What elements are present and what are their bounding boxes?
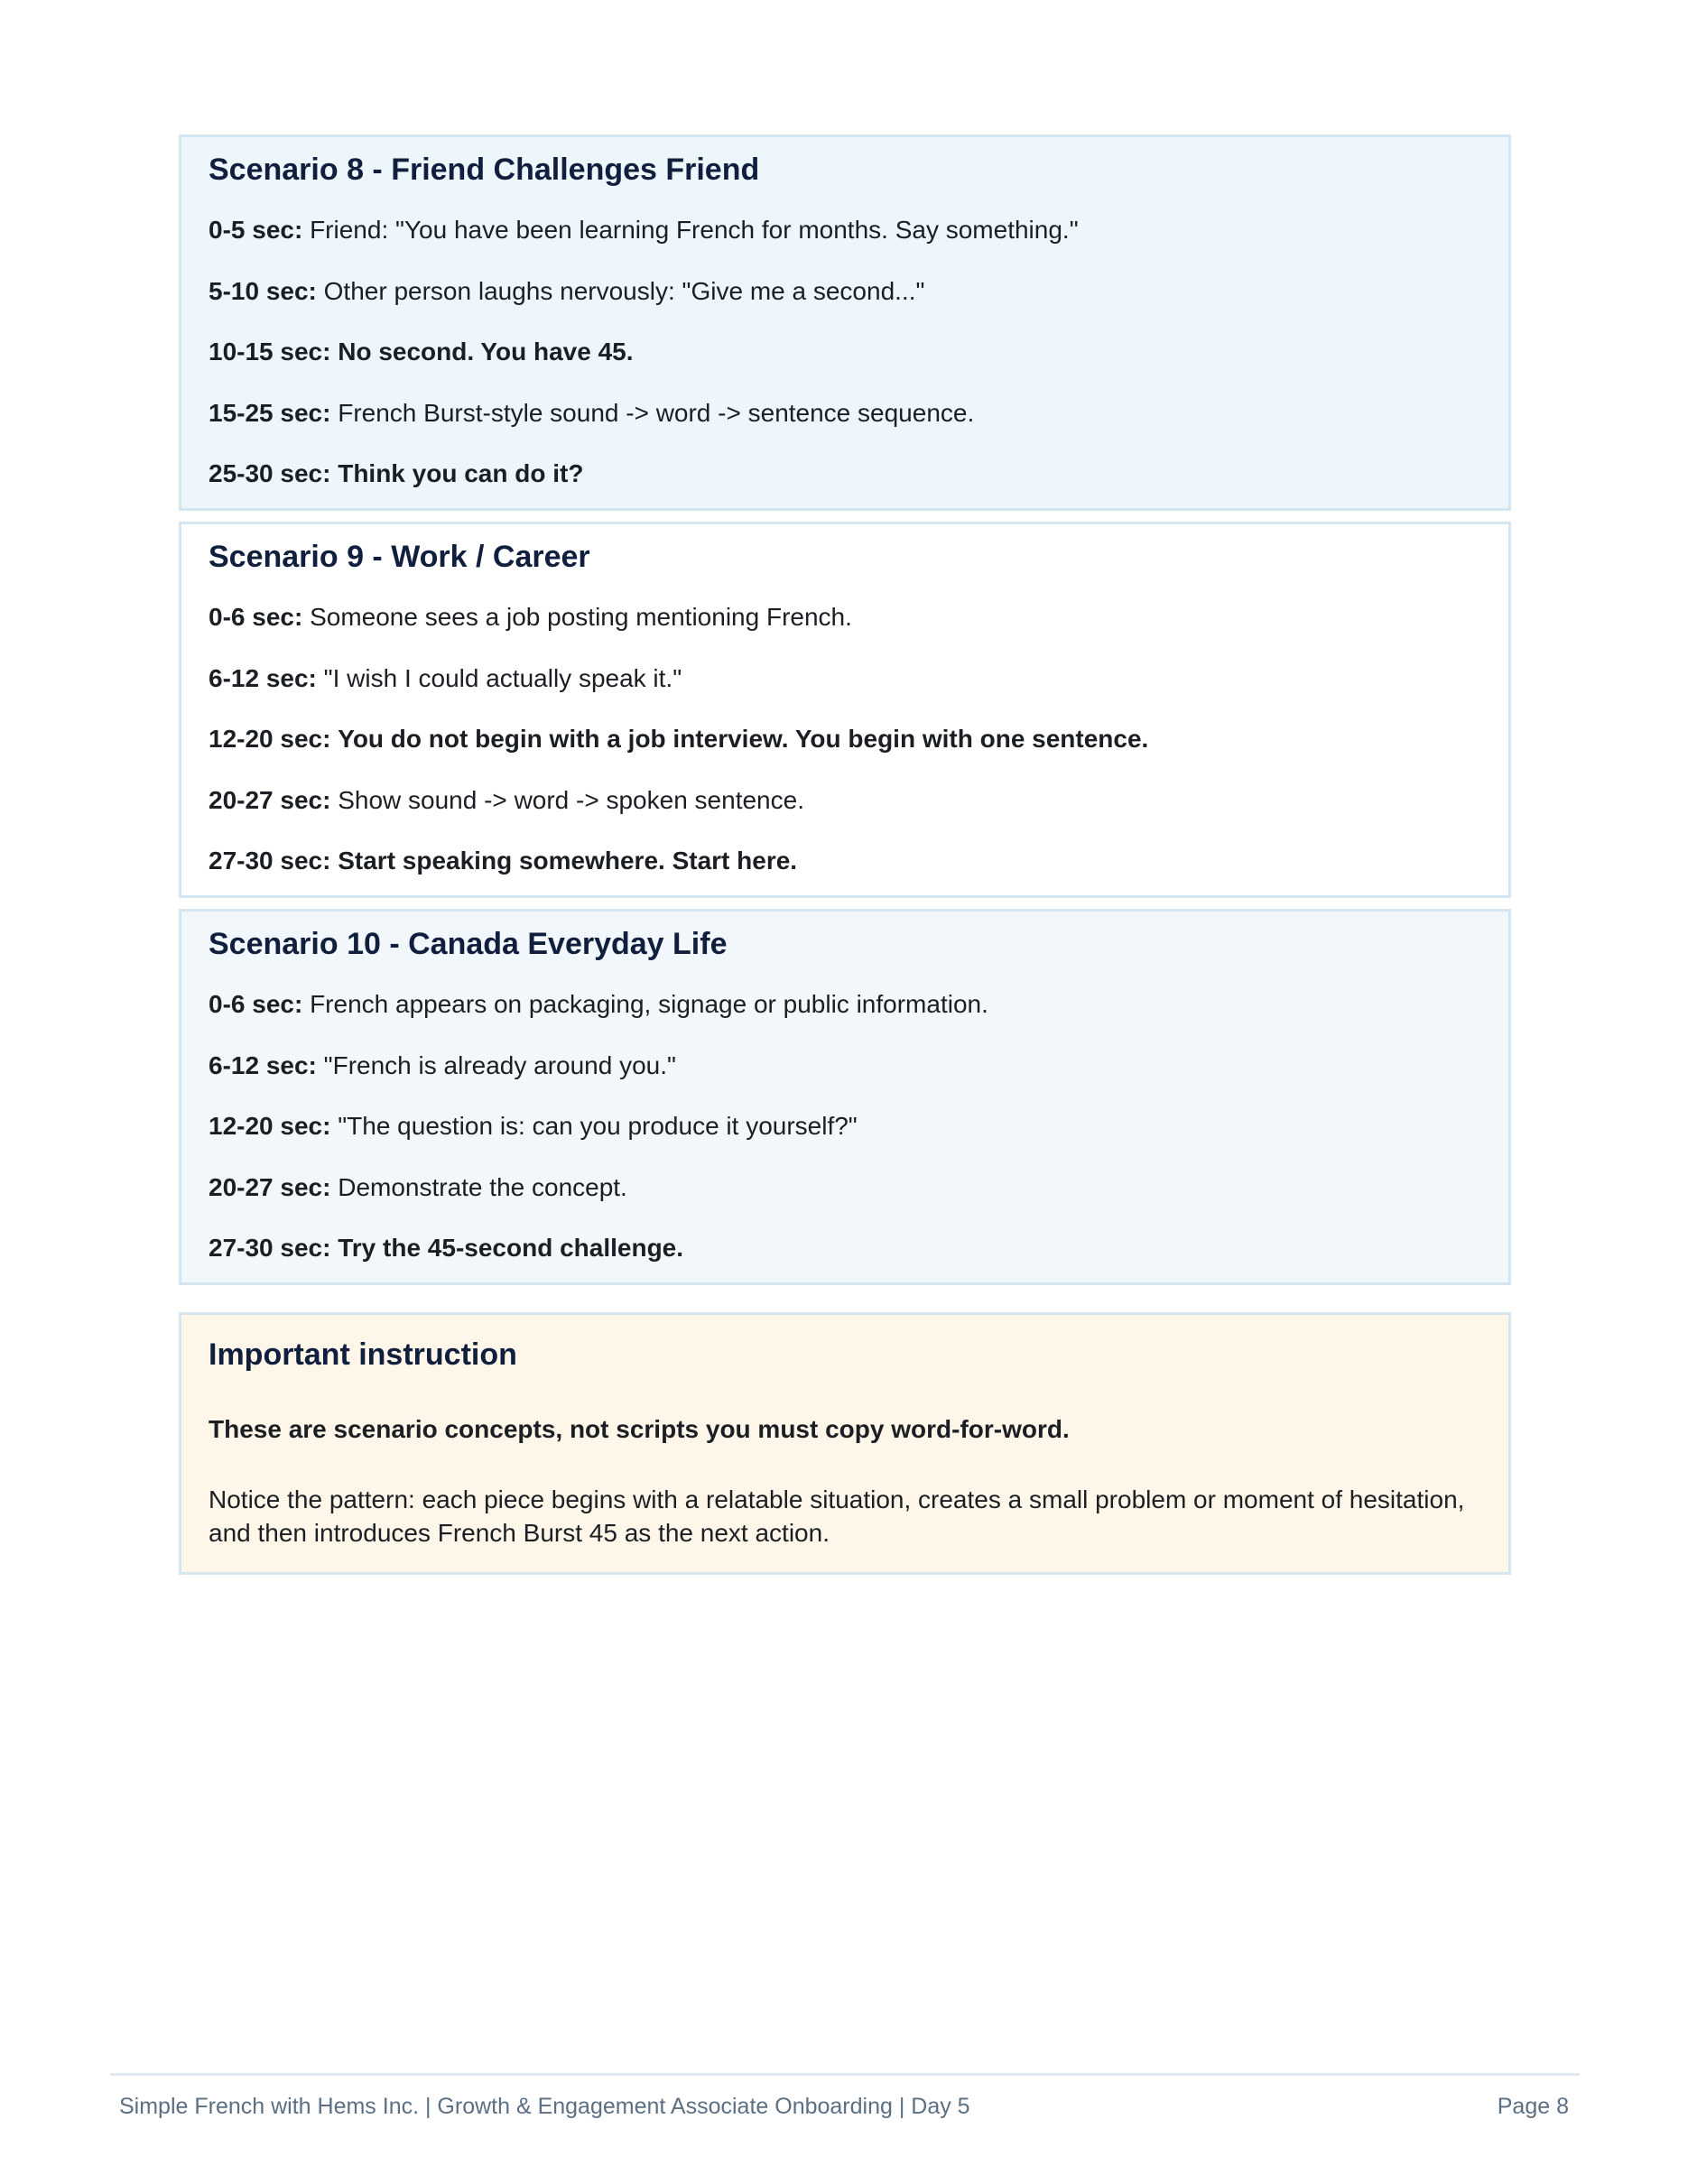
- scenario-line: [209, 724, 1481, 754]
- instruction-lead: These are scenario concepts, not scripts you must copy word-for-word.: [209, 1415, 1070, 1443]
- scenario-title: Scenario 9 - Work / Career: [209, 540, 590, 574]
- timestamp: 20-27 sec:: [209, 786, 331, 814]
- scenario-line: [209, 602, 1481, 633]
- line-text: Show sound -> word -> spoken sentence.: [338, 786, 804, 814]
- scenario-line: [209, 1050, 1481, 1081]
- line-text: Friend: "You have been learning French for months. Say something.": [310, 216, 1079, 244]
- line-text: Someone sees a job posting mentioning French.: [310, 603, 852, 631]
- scenario-line: [209, 337, 1481, 367]
- page-number: Page 8: [1497, 2094, 1569, 2119]
- timestamp: 25-30 sec:: [209, 459, 331, 487]
- line-text: Try the 45-second challenge.: [338, 1234, 684, 1262]
- timestamp: 12-20 sec:: [209, 1112, 331, 1140]
- line-text: "I wish I could actually speak it.": [323, 664, 682, 692]
- timestamp: 12-20 sec:: [209, 725, 331, 753]
- footer-text: Simple French with Hems Inc. | Growth & Engagement Associate Onboarding | Day 5: [119, 2094, 970, 2119]
- line-text: "French is already around you.": [323, 1051, 676, 1079]
- timestamp: 10-15 sec:: [209, 338, 331, 366]
- line-text: No second. You have 45.: [338, 338, 634, 366]
- scenario-title: Scenario 10 - Canada Everyday Life: [209, 927, 728, 961]
- scenario-line: [209, 276, 1481, 307]
- important-instruction-card: [179, 1312, 1511, 1575]
- timestamp: 15-25 sec:: [209, 399, 331, 427]
- scenario-line: [209, 1172, 1481, 1203]
- timestamp: 5-10 sec:: [209, 277, 317, 305]
- scenario-line: [209, 1233, 1481, 1263]
- line-text: French Burst-style sound -> word -> sentence sequence.: [338, 399, 975, 427]
- timestamp: 27-30 sec:: [209, 847, 331, 875]
- timestamp: 27-30 sec:: [209, 1234, 331, 1262]
- scenario-9-card: [179, 522, 1511, 898]
- timestamp: 0-6 sec:: [209, 603, 303, 631]
- scenario-title: Scenario 8 - Friend Challenges Friend: [209, 153, 760, 187]
- scenario-line: [209, 458, 1481, 489]
- line-text: Start speaking somewhere. Start here.: [338, 847, 798, 875]
- scenario-line: [209, 785, 1481, 816]
- timestamp: 20-27 sec:: [209, 1173, 331, 1201]
- instruction-body: Notice the pattern: each piece begins with a relatable situation, creates a small problem or moment of hesitation, and then introduces French Burst 45 as the next action.: [209, 1485, 1465, 1547]
- timestamp: 0-5 sec:: [209, 216, 303, 244]
- line-text: You do not begin with a job interview. You begin with one sentence.: [338, 725, 1149, 753]
- scenario-line: [209, 1111, 1481, 1142]
- line-text: "The question is: can you produce it yourself?": [338, 1112, 858, 1140]
- line-text: Other person laughs nervously: "Give me a second...": [323, 277, 925, 305]
- line-text: Demonstrate the concept.: [338, 1173, 627, 1201]
- line-text: Think you can do it?: [338, 459, 584, 487]
- scenario-line: [209, 846, 1481, 876]
- scenario-line: [209, 215, 1481, 245]
- scenario-line: [209, 663, 1481, 694]
- line-text: French appears on packaging, signage or public information.: [310, 990, 988, 1018]
- scenario-line: [209, 989, 1481, 1020]
- timestamp: 0-6 sec:: [209, 990, 303, 1018]
- footer-divider: [110, 2073, 1580, 2076]
- scenario-10-card: [179, 909, 1511, 1285]
- timestamp: 6-12 sec:: [209, 664, 317, 692]
- scenario-line: [209, 398, 1481, 429]
- instruction-title: Important instruction: [209, 1337, 517, 1372]
- timestamp: 6-12 sec:: [209, 1051, 317, 1079]
- scenario-8-card: [179, 134, 1511, 511]
